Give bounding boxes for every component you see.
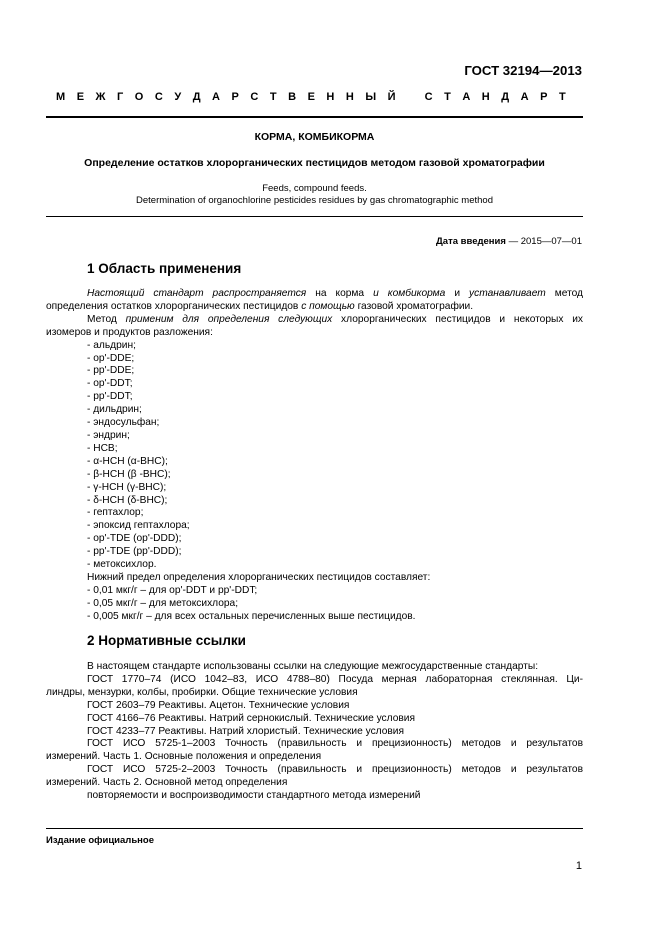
pesticide-list-item: - α-HCH (α-BHC); <box>87 455 168 467</box>
section-2-heading: 2 Нормативные ссылки <box>87 633 246 648</box>
banner-letter: С <box>154 91 163 103</box>
reference-item-cont: повторяемости и воспроизводимости стандартного метода измерений <box>87 790 421 802</box>
pesticide-list-item: - γ-HCH (γ-BHC); <box>87 481 167 493</box>
pesticide-list-item: - эпоксид гептахлора; <box>87 520 190 532</box>
banner-letter: А <box>520 91 529 103</box>
pesticide-list-item: - pp'-TDE (pp'-DDD); <box>87 546 182 558</box>
pesticide-list-item: - pp'-DDE; <box>87 365 135 377</box>
banner-letter: Р <box>540 91 548 103</box>
banner-letter: Д <box>192 91 201 103</box>
official-edition-label: Издание официальное <box>46 835 154 846</box>
reference-item: ГОСТ 1770–74 (ИСО 1042–83, ИСО 4788–80) Посуда мерная лабораторная стеклянная. Ци- <box>87 673 583 685</box>
pesticide-list-item: - op'-TDE (op'-DDD); <box>87 533 182 545</box>
references-intro: В настоящем стандарте использованы ссылки на следующие межгосударственные стандарты: <box>87 661 539 672</box>
page-number: 1 <box>575 860 582 872</box>
pesticide-list-item: - op'-DDE; <box>87 352 135 364</box>
introduction-date <box>300 236 582 247</box>
pesticide-list-item: - эндосульфан; <box>87 417 160 429</box>
pesticide-list-item: - метоксихлор. <box>87 559 157 571</box>
banner-letter: Д <box>501 91 510 103</box>
limits-intro: Нижний предел определения хлорорганических пестицидов составляет: <box>87 571 431 583</box>
banner-letter: С <box>424 91 433 103</box>
limits-list <box>46 585 583 624</box>
english-title-line-1: Feeds, compound feeds. <box>262 183 367 194</box>
section-2-body <box>46 661 583 803</box>
reference-item: ГОСТ 4233–77 Реактивы. Натрий хлористый. Технические условия <box>87 725 405 737</box>
pesticide-list <box>46 340 583 572</box>
footer-rule <box>46 828 583 829</box>
banner-letter: Т <box>269 91 277 103</box>
english-title-line-2: Determination of organochlorine pesticides residues by gas chromatographic method <box>136 195 493 206</box>
method-paragraph-line-1: Метод применим для определения следующих хлорорганических пестицидов и некоторых их <box>87 313 583 325</box>
reference-item-cont: измерений. Часть 1. Основные положения и определения <box>46 751 322 763</box>
banner-letter: В <box>288 91 297 103</box>
banner-letter: Г <box>117 91 124 103</box>
pesticide-list-item: - β-HCH (β -BHC); <box>87 468 171 480</box>
section-1-body <box>46 288 583 624</box>
banner-letter: Е <box>307 91 315 103</box>
reference-item-cont: линдры, мензурки, колбы, пробирки. Общие технические условия <box>46 686 358 698</box>
reference-item: ГОСТ ИСО 5725-2–2003 Точность (правильность и прецизионность) методов и результатов <box>87 764 583 776</box>
scope-paragraph-line-2: определения остатков хлорорганических пестицидов с помощью газовой хроматографии. <box>46 300 474 312</box>
limit-list-item: - 0,01 мкг/г – для op'-DDT и pp'-DDT; <box>87 584 258 596</box>
reference-item: ГОСТ 4166–76 Реактивы. Натрий сернокислый. Технические условия <box>87 712 415 724</box>
banner-letter: Р <box>231 91 239 103</box>
limit-list-item: - 0,005 мкг/г – для всех остальных перечисленных выше пестицидов. <box>87 610 416 622</box>
banner-letter: С <box>250 91 259 103</box>
banner-letter: Т <box>558 91 566 103</box>
reference-item: ГОСТ 2603–79 Реактивы. Ацетон. Технические условия <box>87 699 350 711</box>
section-1-heading: 1 Область применения <box>87 261 242 276</box>
banner-letter: А <box>462 91 471 103</box>
introduction-date-label: Дата введения <box>436 236 506 247</box>
pesticide-list-item: - дильдрин; <box>87 404 142 416</box>
pesticide-list-item: - альдрин; <box>87 339 136 351</box>
banner-letter: О <box>134 91 144 103</box>
method-paragraph-line-2: изомеров и продуктов разложения: <box>46 326 213 338</box>
banner-letter: Е <box>76 91 85 103</box>
banner-letter: Ы <box>365 91 377 103</box>
banner-gap <box>407 91 413 103</box>
banner-letter: Н <box>345 91 354 103</box>
introduction-date-value: — 2015—07—01 <box>508 236 582 247</box>
banner-letter: Й <box>387 91 396 103</box>
scope-paragraph-line-1: Настоящий стандарт распространяется на корма и комбикорма и устанавливает метод <box>87 288 584 299</box>
pesticide-list-item: - op'-DDT; <box>87 378 133 390</box>
banner-letter: У <box>174 91 182 103</box>
standard-number: ГОСТ 32194—2013 <box>464 63 582 78</box>
pesticide-list-item: - δ-HCH (δ-BHC); <box>87 494 168 506</box>
header-rule <box>46 116 583 118</box>
banner-letter: А <box>212 91 220 103</box>
limit-list-item: - 0,05 мкг/г – для метоксихлора; <box>87 597 239 609</box>
pesticide-list-item: - гептахлор; <box>87 507 144 519</box>
pesticide-list-item: - эндрин; <box>87 429 130 441</box>
interstate-standard-banner <box>56 91 566 103</box>
reference-item: ГОСТ ИСО 5725-1–2003 Точность (правильность и прецизионность) методов и результатов <box>87 738 583 750</box>
banner-letter: Н <box>326 91 335 103</box>
banner-letter: М <box>56 91 66 103</box>
document-subtitle: Определение остатков хлорорганических пестицидов методом газовой хроматографии <box>84 157 545 169</box>
reference-item-cont: измерений. Часть 2. Основной метод определения <box>46 777 288 789</box>
banner-letter: Ж <box>95 91 106 103</box>
pesticide-list-item: - pp'-DDT; <box>87 391 133 403</box>
pesticide-list-item: - HCB; <box>87 442 118 454</box>
document-title: КОРМА, КОМБИКОРМА <box>254 131 375 143</box>
title-rule <box>46 216 583 217</box>
banner-letter: Т <box>444 91 451 103</box>
banner-letter: Н <box>481 91 490 103</box>
